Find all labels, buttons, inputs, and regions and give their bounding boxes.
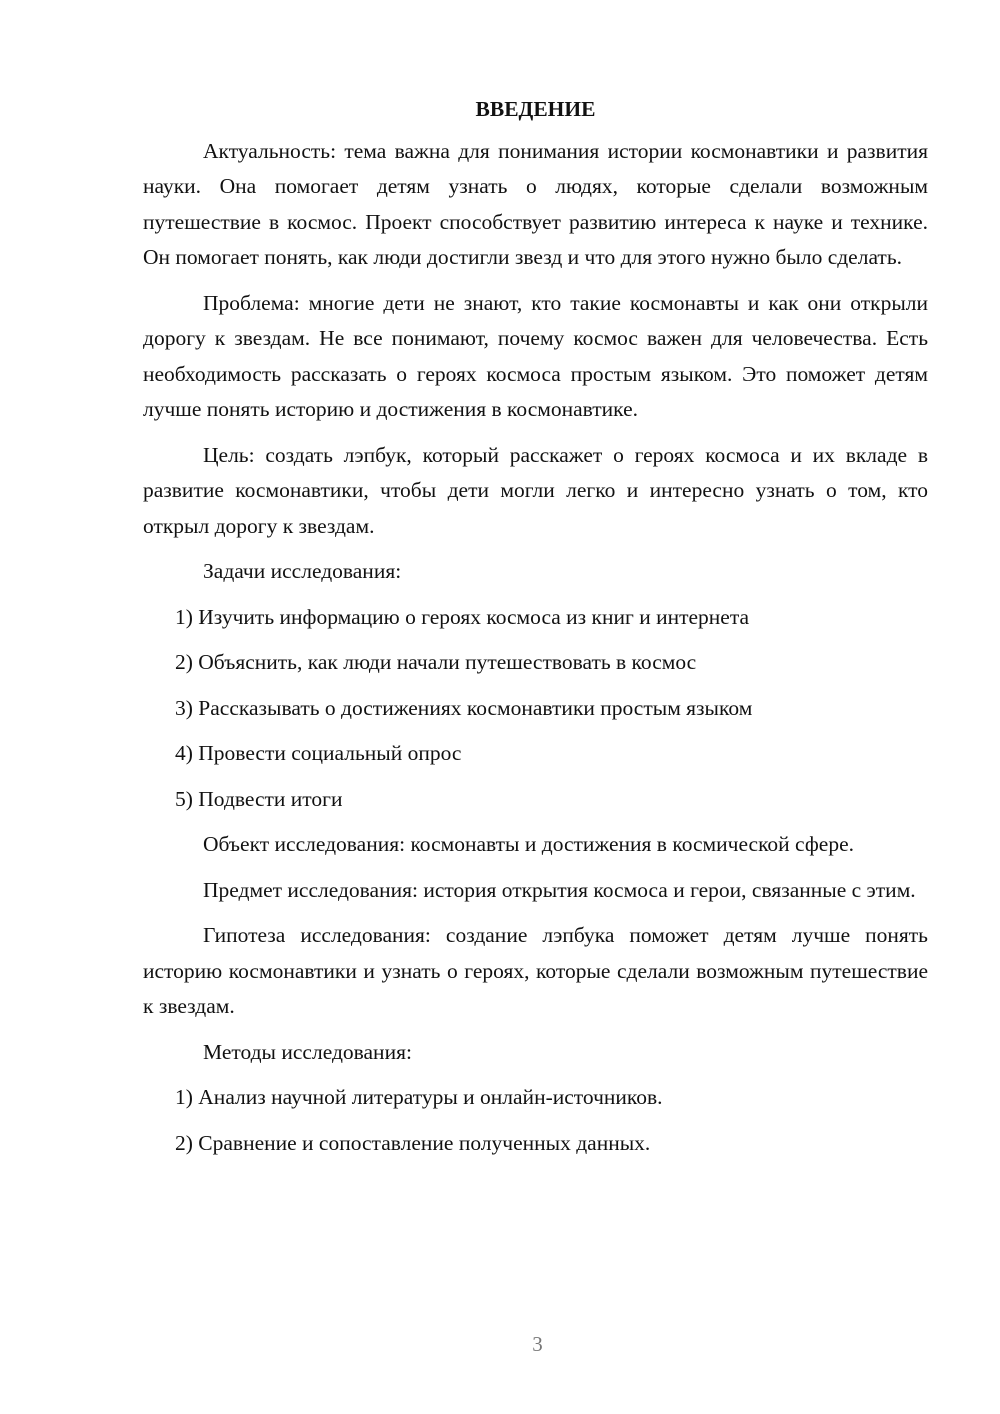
object-paragraph: Объект исследования: космонавты и достижения в космической сфере. [203,832,854,856]
document-page [143,92,928,1171]
problem-paragraph: Проблема: многие дети не знают, кто такие космонавты и как они открыли дорогу к звездам. Не все понимают, почему космос важен для человечества. Есть необходимость рассказать о героях космоса простым языком. Это поможет детям лучше понять историю и достижения в космонавтике. [143,290,928,421]
goal-paragraph: Цель: создать лэпбук, который расскажет о героях космоса и их вкладе в развитие космонавтики, чтобы дети могли легко и интересно узнать о том, кто открыл дорогу к звездам. [143,442,928,538]
task-item: 3) Рассказывать о достижениях космонавтики простым языком [175,695,753,720]
page-number: 3 [532,1332,543,1356]
method-item: 1) Анализ научной литературы и онлайн-источников. [175,1085,663,1109]
method-item: 2) Сравнение и сопоставление полученных данных. [175,1130,651,1155]
methods-label: Методы исследования: [203,1039,412,1064]
section-title: ВВЕДЕНИЕ [475,97,596,121]
task-item: 1) Изучить информацию о героях космоса из книг и интернета [175,604,750,629]
subject-paragraph: Предмет исследования: история открытия космоса и герои, связанные с этим. [203,877,916,902]
hypothesis-paragraph: Гипотеза исследования: создание лэпбука поможет детям лучше понять историю космонавтики и узнать о героях, которые сделали возможным путешествие к звездам. [143,923,928,1018]
tasks-label: Задачи исследования: [203,559,402,583]
task-item: 2) Объяснить, как люди начали путешествовать в космос [175,650,697,674]
task-item: 5) Подвести итоги [175,786,343,811]
task-item: 4) Провести социальный опрос [175,741,462,765]
relevance-paragraph: Актуальность: тема важна для понимания истории космонавтики и развития науки. Она помогает детям узнать о людях, которые сделали возможным путешествие в космос. Проект способствует развитию интереса к науке и технике. Он помогает понять, как люди достигли звезд и что для этого нужно было сделать. [143,138,928,269]
